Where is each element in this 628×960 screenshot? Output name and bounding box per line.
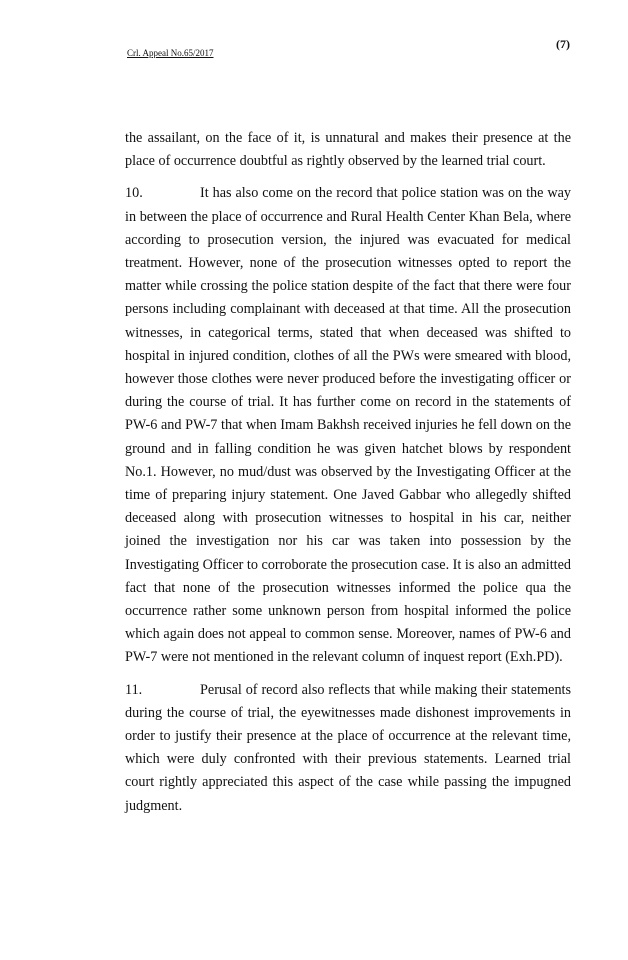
paragraph-11 — [125, 679, 571, 818]
judgment-body — [125, 127, 571, 818]
paragraph-10-text: It has also come on the record that police station was on the way in between the place of occurrence and Rural Health Center Khan Bela, where according to prosecution version, the injured was evacuated for medical treatment. However, none of the prosecution witnesses opted to report the matter while crossing the police station despite of the fact that there were four persons including complainant with deceased at that time. All the prosecution witnesses, in categorical terms, stated that when deceased was shifted to hospital in injured condition, clothes of all the PWs were smeared with blood, however those clothes were never produced before the investigating officer or during the course of trial. It has further come on record in the statements of PW-6 and PW-7 that when Imam Bakhsh received injuries he fell down on the ground and in falling condition he was given hatchet blows by respondent No.1. However, no mud/dust was observed by the Investigating Officer at the time of preparing injury statement. One Javed Gabbar who allegedly shifted deceased along with prosecution witnesses to hospital in his car, neither joined the investigation nor his car was taken into possession by the Investigating Officer to corroborate the prosecution case. It is also an admitted fact that none of the prosecution witnesses informed the police qua the occurrence rather some unknown person from hospital informed the police which again does not appeal to common sense. Moreover, names of PW-6 and PW-7 were not mentioned in the relevant column of inquest report (Exh.PD). — [125, 185, 571, 666]
continuation-paragraph: the assailant, on the face of it, is unnatural and makes their presence at the place of occurrence doubtful as rightly observed by the learned trial court. — [125, 130, 571, 170]
case-reference: Crl. Appeal No.65/2017 — [127, 48, 214, 58]
paragraph-11-text: Perusal of record also reflects that while making their statements during the course of trial, the eyewitnesses made dishonest improvements in order to justify their presence at the place of occurrence at the relevant time, which were duly confronted with their previous statements. Learned trial court rightly appreciated this aspect of the case while passing the impugned judgment. — [125, 681, 571, 814]
paragraph-10-number: 10. — [125, 185, 143, 202]
paragraph-10 — [125, 182, 571, 669]
page-number: (7) — [556, 37, 570, 51]
paragraph-11-number: 11. — [125, 681, 143, 698]
